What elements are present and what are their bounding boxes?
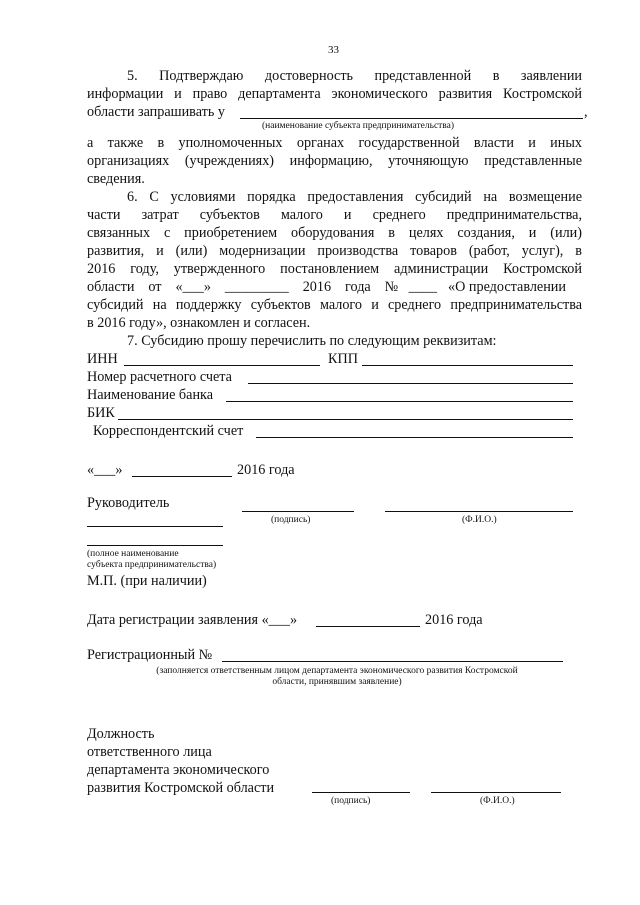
entity-name-field[interactable] xyxy=(240,118,583,119)
registration-month-field[interactable] xyxy=(316,626,420,627)
p5-line-3-comma: , xyxy=(584,104,588,120)
registration-caption-2: области, принявшим заявление) xyxy=(272,677,402,687)
head-signature-field[interactable] xyxy=(242,511,354,512)
registration-date-label: Дата регистрации заявления «___» xyxy=(87,612,298,628)
p5-line-2: информации и право департамента экономического развития Костромской xyxy=(87,86,582,102)
p5-line-5: организациях (учреждениях) информацию, уточняющую представленные xyxy=(87,153,582,169)
official-line-3: департамента экономического xyxy=(87,762,270,778)
head-signature-caption: (подпись) xyxy=(271,515,311,525)
p6-line-6a: области от «___» _________ 2016 года №____ xyxy=(87,279,437,295)
p6-line-7: субсидий на поддержку субъектов малого и среднего предпринимательства xyxy=(87,297,582,313)
entity-full-field[interactable] xyxy=(87,545,223,546)
p6-line-8: в 2016 году», ознакомлен и согласен. xyxy=(87,315,311,331)
kpp-label: КПП xyxy=(328,351,358,367)
account-label: Номер расчетного счета xyxy=(87,369,232,385)
stamp-label: М.П. (при наличии) xyxy=(87,573,207,589)
p5-line-6: сведения. xyxy=(87,171,145,187)
head-label: Руководитель xyxy=(87,495,170,511)
entity-name-caption: (наименование субъекта предпринимательства) xyxy=(262,121,455,131)
registration-year: 2016 года xyxy=(425,612,483,628)
inn-label: ИНН xyxy=(87,351,118,367)
head-name-caption: (Ф.И.О.) xyxy=(462,515,497,525)
entity-caption-1: (полное наименование xyxy=(87,549,179,559)
bik-field[interactable] xyxy=(118,419,573,420)
p5-line-3: области запрашивать у xyxy=(87,104,225,120)
bank-label: Наименование банка xyxy=(87,387,214,403)
official-signature-caption: (подпись) xyxy=(331,796,371,806)
account-field[interactable] xyxy=(248,383,573,384)
official-name-field[interactable] xyxy=(431,792,561,793)
date-year: 2016 года xyxy=(237,462,295,478)
entity-caption-2: субъекта предпринимательства) xyxy=(87,560,217,570)
corr-account-label: Корреспондентский счет xyxy=(93,423,244,439)
official-line-4: развития Костромской области xyxy=(87,780,275,796)
head-name-field[interactable] xyxy=(385,511,573,512)
inn-field[interactable] xyxy=(124,365,320,366)
registration-number-field[interactable] xyxy=(222,661,563,662)
date-quote: «___» xyxy=(87,462,123,478)
date-month-field[interactable] xyxy=(132,476,232,477)
p5-line-1: 5. Подтверждаю достоверность представленной в заявлении xyxy=(127,68,582,84)
p6-line-3: связанных с приобретением оборудования в целях создания, и (или) xyxy=(87,225,582,241)
official-line-1: Должность xyxy=(87,726,155,742)
p6-line-5: 2016 году, утвержденного постановлением администрации Костромской xyxy=(87,261,582,277)
bik-label: БИК xyxy=(87,405,115,421)
p6-line-1: 6. С условиями порядка предоставления субсидий на возмещение xyxy=(127,189,582,205)
corr-account-field[interactable] xyxy=(256,437,573,438)
registration-number-label: Регистрационный № xyxy=(87,647,213,663)
kpp-field[interactable] xyxy=(362,365,573,366)
p7-title: 7. Субсидию прошу перечислить по следующим реквизитам: xyxy=(127,333,497,349)
p6-line-2: части затрат субъектов малого и среднего предпринимательства, xyxy=(87,207,582,223)
page-number: 33 xyxy=(328,44,339,56)
official-line-2: ответственного лица xyxy=(87,744,212,760)
p6-line-6b: «О предоставлении xyxy=(448,279,566,295)
entity-short-field[interactable] xyxy=(87,526,223,527)
official-signature-field[interactable] xyxy=(312,792,410,793)
official-name-caption: (Ф.И.О.) xyxy=(480,796,515,806)
p5-line-4: а также в уполномоченных органах государственной власти и иных xyxy=(87,135,582,151)
bank-field[interactable] xyxy=(226,401,573,402)
p6-line-4: развития, и (или) модернизации производства товаров (работ, услуг), в xyxy=(87,243,582,259)
registration-caption-1: (заполняется ответственным лицом департамента экономического развития Костромской xyxy=(156,666,518,676)
